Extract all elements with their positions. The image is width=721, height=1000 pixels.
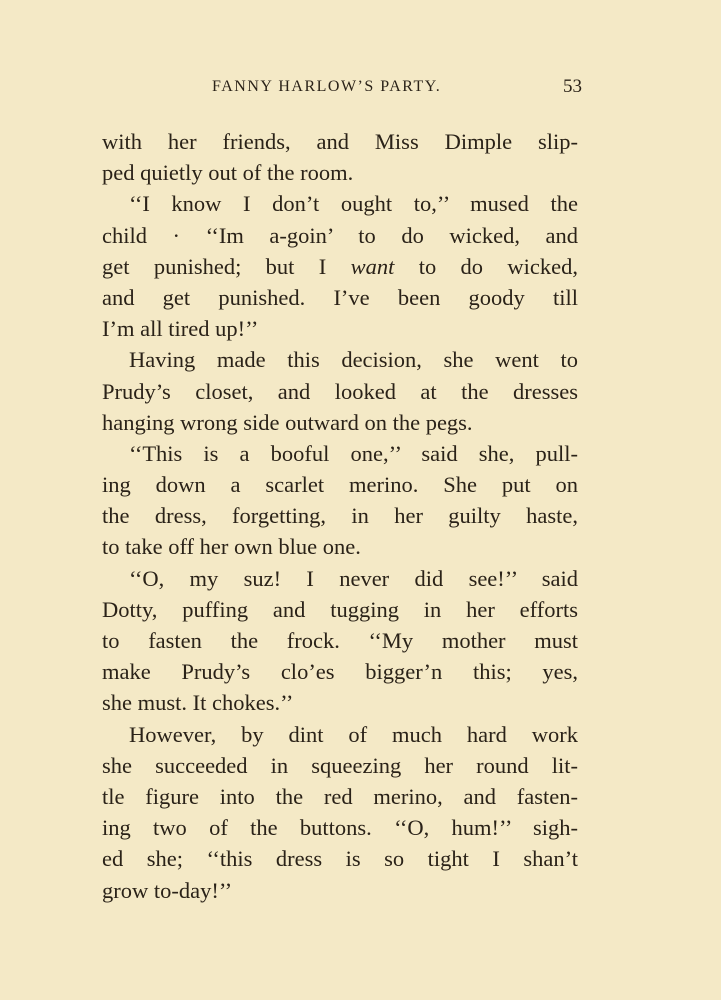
- text-line: the dress, forgetting, in her guilty haste,: [102, 503, 578, 529]
- running-title: FANNY HARLOW’S PARTY.: [212, 78, 442, 95]
- running-head: [102, 76, 582, 100]
- emphasized-word: want: [350, 253, 395, 279]
- text-line: make Prudy’s clo’es bigger’n this; yes,: [102, 659, 578, 685]
- text-line: to fasten the frock. ‘‘My mother must: [102, 628, 578, 653]
- text-line: she succeeded in squeezing her round lit-: [102, 752, 578, 778]
- text-line: child · ‘‘Im a-goin’ to do wicked, and: [102, 222, 578, 248]
- text-line: ped quietly out of the room.: [102, 160, 354, 186]
- text-line: However, by dint of much hard work: [129, 721, 578, 747]
- text-line: ing down a scarlet merino. She put on: [102, 472, 578, 498]
- text-line: hanging wrong side outward on the pegs.: [102, 409, 473, 435]
- text-line: Having made this decision, she went to: [129, 347, 578, 373]
- text-line: ing two of the buttons. ‘‘O, hum!’’ sigh-: [102, 815, 578, 841]
- text-line: I’m all tired up!’’: [102, 316, 259, 342]
- text-line: get punished; but I want to do wicked,: [102, 253, 578, 279]
- text-line: ‘‘O, my suz! I never did see!’’ said: [129, 565, 578, 591]
- text-line: ‘‘I know I don’t ought to,’’ mused the: [129, 191, 578, 217]
- text-line: grow to-day!’’: [102, 877, 233, 903]
- text-line: to take off her own blue one.: [102, 534, 361, 560]
- text-line: she must. It chokes.’’: [102, 690, 294, 716]
- text-line: ‘‘This is a booful one,’’ said she, pull-: [129, 440, 578, 466]
- text-line: with her friends, and Miss Dimple slip-: [102, 129, 578, 154]
- text-line: Dotty, puffing and tugging in her efforts: [102, 596, 578, 622]
- text-line: ed she; ‘‘this dress is so tight I shan’t: [102, 846, 578, 872]
- text-line: tle figure into the red merino, and fasten-: [102, 783, 578, 809]
- body-text: [102, 126, 578, 906]
- text-line: and get punished. I’ve been goody till: [102, 284, 578, 310]
- page-number: 53: [563, 76, 582, 97]
- text-line: Prudy’s closet, and looked at the dresses: [102, 378, 578, 404]
